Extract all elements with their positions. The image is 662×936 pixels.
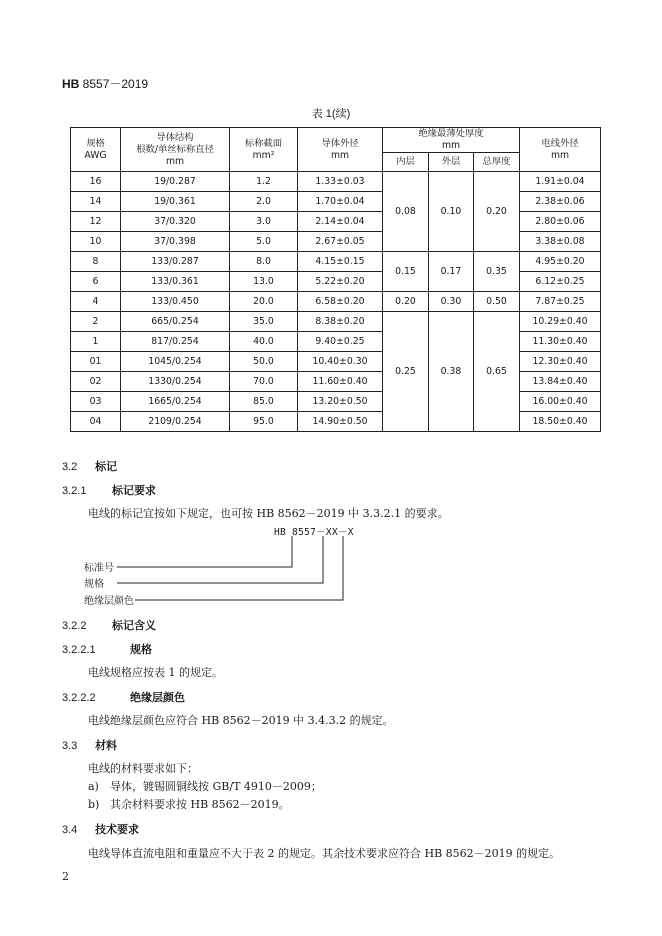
header-conductor-structure: 导体结构 根数/单丝标称直径 mm	[121, 128, 230, 172]
section-3-2-2-1-heading: 3.2.2.1 规格	[62, 644, 152, 656]
material-item-a: a) 导体，镀锡圆铜线按 GB/T 4910－2009；	[88, 780, 322, 793]
header-total-thickness: 总厚度	[474, 153, 520, 172]
cell-area: 70.0	[230, 372, 298, 392]
cell-conductor-od: 13.20±0.50	[298, 392, 383, 412]
cell-structure: 1045/0.254	[121, 352, 230, 372]
section-3-2-2-2-text: 电线绝缘层颜色应符合 HB 8562－2019 中 3.4.3.2 的规定。	[88, 714, 394, 727]
cell-wire-od: 7.87±0.25	[520, 292, 601, 312]
cell-area: 13.0	[230, 272, 298, 292]
cell-structure: 19/0.361	[121, 192, 230, 212]
header-insulation-thickness: 绝缘最薄处厚度 mm	[383, 128, 520, 153]
header-inner-layer: 内层	[383, 153, 429, 172]
table-row	[71, 192, 601, 212]
leader-line-color	[135, 536, 343, 600]
cell-conductor-od: 8.38±0.20	[298, 312, 383, 332]
table-row	[71, 372, 601, 392]
cell-awg: 1	[71, 332, 121, 352]
cell-structure: 133/0.287	[121, 252, 230, 272]
cell-awg: 03	[71, 392, 121, 412]
table-row	[71, 292, 601, 312]
table-title: 表 1(续)	[311, 108, 351, 120]
material-item-b: b) 其余材料要求按 HB 8562－2019。	[88, 798, 290, 811]
cell-insulation-inner: 0.25	[383, 312, 429, 432]
section-3-2-2-1-text: 电线规格应按表 1 的规定。	[88, 666, 223, 679]
cell-insulation-outer: 0.17	[429, 252, 474, 292]
table-row	[71, 232, 601, 252]
section-3-4-text: 电线导体直流电阻和重量应不大于表 2 的规定。其余技术要求应符合 HB 8562－2019 的规定。	[88, 847, 561, 860]
header-conductor-od: 导体外径 mm	[298, 128, 383, 172]
cell-conductor-od: 2.67±0.05	[298, 232, 383, 252]
header-outer-layer: 外层	[429, 153, 474, 172]
cell-wire-od: 2.80±0.06	[520, 212, 601, 232]
cell-structure: 2109/0.254	[121, 412, 230, 432]
cell-wire-od: 13.84±0.40	[520, 372, 601, 392]
cell-insulation-inner: 0.08	[383, 172, 429, 252]
cell-area: 95.0	[230, 412, 298, 432]
cell-area: 3.0	[230, 212, 298, 232]
marking-code: HB 8557－XX－X	[274, 527, 354, 538]
cell-structure: 1665/0.254	[121, 392, 230, 412]
table-row	[71, 392, 601, 412]
wire-spec-table	[70, 127, 601, 432]
cell-awg: 10	[71, 232, 121, 252]
cell-awg: 12	[71, 212, 121, 232]
header-nominal-area: 标称截面 mm²	[230, 128, 298, 172]
cell-area: 40.0	[230, 332, 298, 352]
cell-area: 35.0	[230, 312, 298, 332]
cell-wire-od: 6.12±0.25	[520, 272, 601, 292]
cell-wire-od: 3.38±0.08	[520, 232, 601, 252]
cell-structure: 665/0.254	[121, 312, 230, 332]
table-row	[71, 212, 601, 232]
table-row	[71, 332, 601, 352]
section-3-2-heading: 3.2 标记	[62, 461, 118, 473]
cell-conductor-od: 5.22±0.20	[298, 272, 383, 292]
table-row	[71, 412, 601, 432]
header-wire-od: 电线外径 mm	[520, 128, 601, 172]
cell-wire-od: 18.50±0.40	[520, 412, 601, 432]
cell-structure: 133/0.361	[121, 272, 230, 292]
cell-area: 85.0	[230, 392, 298, 412]
cell-wire-od: 1.91±0.04	[520, 172, 601, 192]
cell-area: 1.2	[230, 172, 298, 192]
cell-conductor-od: 10.40±0.30	[298, 352, 383, 372]
label-standard-number: 标准号	[84, 563, 114, 574]
cell-awg: 4	[71, 292, 121, 312]
cell-insulation-inner: 0.15	[383, 252, 429, 292]
cell-insulation-inner: 0.20	[383, 292, 429, 312]
cell-wire-od: 11.30±0.40	[520, 332, 601, 352]
cell-area: 8.0	[230, 252, 298, 272]
table-row	[71, 312, 601, 332]
cell-insulation-outer: 0.30	[429, 292, 474, 312]
cell-area: 50.0	[230, 352, 298, 372]
page-number: 2	[62, 870, 69, 883]
cell-structure: 37/0.398	[121, 232, 230, 252]
cell-wire-od: 10.29±0.40	[520, 312, 601, 332]
cell-conductor-od: 2.14±0.04	[298, 212, 383, 232]
cell-structure: 133/0.450	[121, 292, 230, 312]
table-row	[71, 172, 601, 192]
section-3-2-1-heading: 3.2.1 标记要求	[62, 485, 156, 497]
section-3-2-1-text: 电线的标记宜按如下规定，也可按 HB 8562－2019 中 3.3.2.1 的要求。	[88, 507, 449, 520]
cell-conductor-od: 1.70±0.04	[298, 192, 383, 212]
cell-wire-od: 16.00±0.40	[520, 392, 601, 412]
cell-conductor-od: 4.15±0.15	[298, 252, 383, 272]
section-3-3-heading: 3.3 材料	[62, 740, 118, 752]
cell-conductor-od: 9.40±0.25	[298, 332, 383, 352]
cell-insulation-total: 0.20	[474, 172, 520, 252]
cell-area: 5.0	[230, 232, 298, 252]
section-3-2-2-heading: 3.2.2 标记含义	[62, 620, 156, 632]
cell-conductor-od: 6.58±0.20	[298, 292, 383, 312]
cell-awg: 01	[71, 352, 121, 372]
cell-awg: 04	[71, 412, 121, 432]
table-row	[71, 252, 601, 272]
cell-awg: 14	[71, 192, 121, 212]
cell-awg: 16	[71, 172, 121, 192]
cell-wire-od: 2.38±0.06	[520, 192, 601, 212]
leader-line-spec	[117, 536, 323, 583]
cell-insulation-total: 0.50	[474, 292, 520, 312]
cell-conductor-od: 1.33±0.03	[298, 172, 383, 192]
label-spec: 规格	[84, 579, 104, 590]
cell-structure: 1330/0.254	[121, 372, 230, 392]
table-row	[71, 272, 601, 292]
cell-area: 2.0	[230, 192, 298, 212]
cell-insulation-outer: 0.10	[429, 172, 474, 252]
header-gauge: 规格 AWG	[71, 128, 121, 172]
cell-structure: 37/0.320	[121, 212, 230, 232]
label-insulation-color: 绝缘层颜色	[84, 596, 134, 607]
leader-line-standard	[117, 536, 292, 567]
cell-conductor-od: 14.90±0.50	[298, 412, 383, 432]
cell-insulation-outer: 0.38	[429, 312, 474, 432]
section-3-2-2-2-heading: 3.2.2.2 绝缘层颜色	[62, 692, 185, 704]
cell-insulation-total: 0.65	[474, 312, 520, 432]
section-3-4-heading: 3.4 技术要求	[62, 824, 140, 836]
cell-structure: 19/0.287	[121, 172, 230, 192]
cell-insulation-total: 0.35	[474, 252, 520, 292]
cell-wire-od: 4.95±0.20	[520, 252, 601, 272]
cell-wire-od: 12.30±0.40	[520, 352, 601, 372]
cell-awg: 02	[71, 372, 121, 392]
cell-awg: 6	[71, 272, 121, 292]
cell-awg: 8	[71, 252, 121, 272]
cell-awg: 2	[71, 312, 121, 332]
cell-conductor-od: 11.60±0.40	[298, 372, 383, 392]
standard-code-header: HB 8557－2019	[62, 77, 149, 91]
table-row	[71, 352, 601, 372]
cell-structure: 817/0.254	[121, 332, 230, 352]
cell-area: 20.0	[230, 292, 298, 312]
section-3-3-intro: 电线的材料要求如下：	[88, 762, 198, 775]
